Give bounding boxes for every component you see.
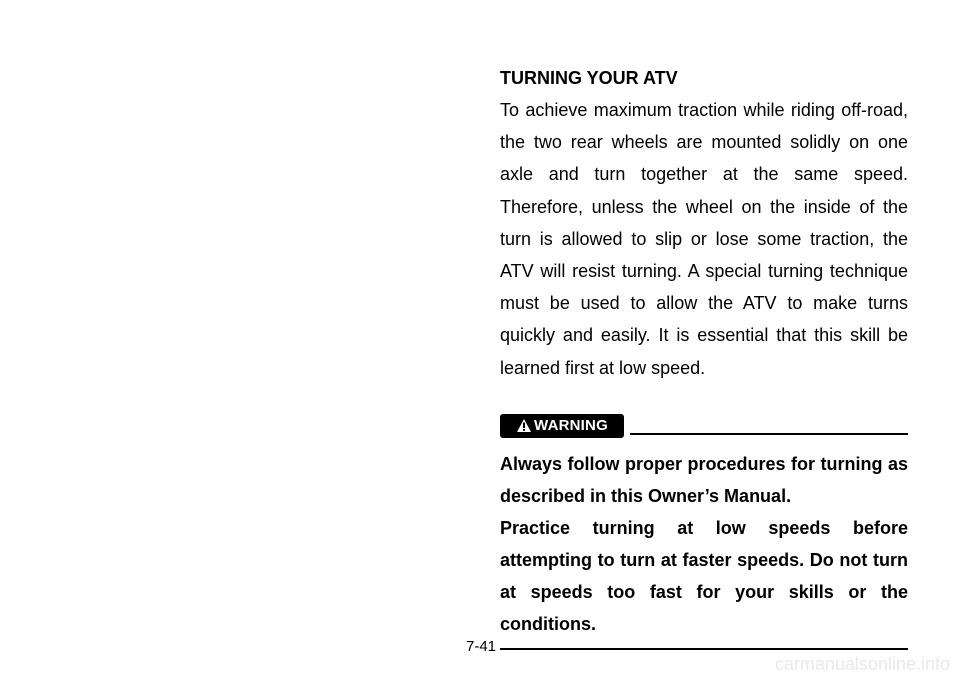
section-body: To achieve maximum traction while riding off-road, the two rear wheels are mounted solidly on one axle and turn together at the same speed. Therefore, unless the wheel on the inside of the turn is allowed to slip or lose some traction, the ATV will resist turning. A special turning technique must be used to allow the ATV to make turns quickly and easily. It is essential that this skill be learned first at low speed. [500, 100, 908, 378]
warning-line: Always follow proper procedures for turning as described in this Owner’s Manual. [500, 453, 908, 506]
warning-label: WARNING [534, 417, 608, 435]
warning-bottom-rule [500, 648, 908, 650]
warning-line: Practice turning at low speeds before attempting to turn at faster speeds. Do not turn at speeds too fast for your skills or the conditions. [500, 517, 908, 634]
section-title: TURNING YOUR ATV [500, 68, 678, 88]
watermark: carmanualsonline.info [774, 654, 950, 674]
warning-top-rule [630, 433, 908, 435]
manual-content [500, 62, 908, 650]
warning-text [500, 448, 908, 640]
page-number: 7-41 [466, 638, 497, 655]
warning-triangle-icon [516, 418, 532, 433]
warning-header [500, 414, 908, 440]
warning-badge [500, 414, 624, 438]
